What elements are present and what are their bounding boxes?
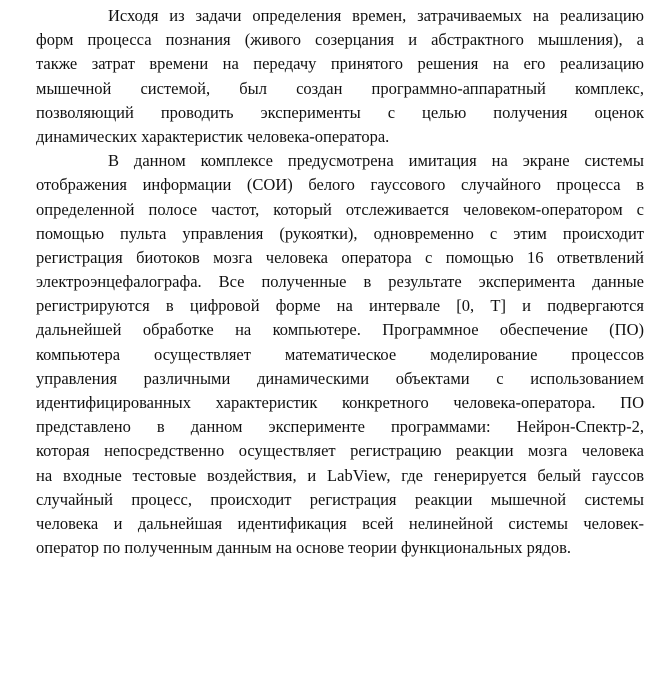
text-line: определенной полосе частот, который отслеживается человеком-оператором с [36,199,644,219]
text-line: компьютера осуществляет математическое моделирование процессов [36,344,644,364]
text-line: В данном комплексе предусмотрена имитация на экране системы [108,151,644,171]
text-line: случайный процесс, происходит регистрация реакции мышечной системы [36,489,644,509]
text-line: позволяющий проводить эксперименты с целью получения оценок [36,102,644,122]
text-line: отображения информации (СОИ) белого гауссового случайного процесса в [36,175,644,195]
text-line: управления различными динамическими объектами с использованием [36,368,644,388]
paragraph-1 [36,4,644,149]
text-line: оператор по полученным данным на основе теории функциональных рядов. [36,538,572,558]
text-line: мышечной системой, был создан программно-аппаратный комплекс, [36,78,644,98]
text-line: которая непосредственно осуществляет регистрацию реакции мозга человека [36,441,644,461]
text-line: Исходя из задачи определения времен, затрачиваемых на реализацию [108,6,644,25]
text-line: идентифицированных характеристик конкретного человека-оператора. ПО [36,393,644,412]
text-line: представлено в данном эксперименте программами: Нейрон-Спектр-2, [36,417,644,437]
text-line: также затрат времени на передачу принятого решения на его реализацию [36,54,644,74]
text-line: на входные тестовые воздействия, и LabView, где генерируется белый гауссов [36,465,644,485]
text-line: помощью пульта управления (рукоятки), одновременно с этим происходит [36,223,644,243]
paragraph-2 [36,149,644,560]
text-line: регистрация биотоков мозга человека оператора с помощью 16 ответвлений [36,247,644,267]
text-line: регистрируются в цифровой форме на интервале [0, T] и подвергаются [36,296,644,316]
text-line: дальнейшей обработке на компьютере. Программное обеспечение (ПО) [36,320,644,340]
text-line: динамических характеристик человека-оператора. [36,126,390,146]
text-line: человека и дальнейшая идентификация всей нелинейной системы человек- [36,513,644,533]
text-line: форм процесса познания (живого созерцания и абстрактного мышления), а [36,30,644,50]
text-line: электроэнцефалографа. Все полученные в результате эксперимента данные [36,272,644,292]
